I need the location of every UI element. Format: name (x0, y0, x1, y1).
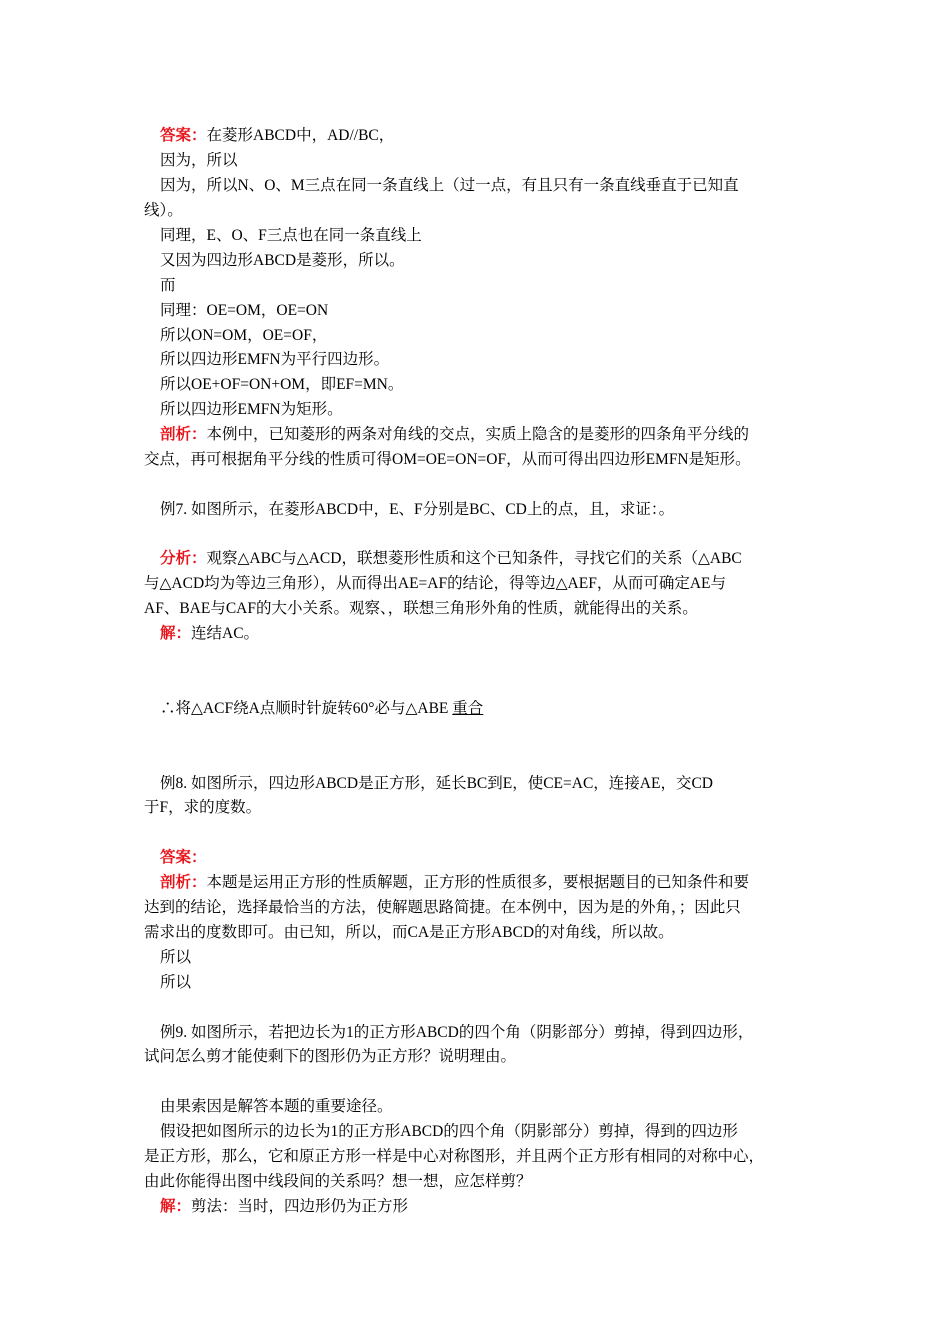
analysis-label: 剖析： (160, 426, 207, 443)
text-line: 所以 (160, 974, 192, 991)
text-line: 所以四边形EMFN为矩形。 (160, 401, 343, 418)
text-line: 交点，再可根据角平分线的性质可得OM=OE=ON=OF，从而可得出四边形EMFN是矩形。 (144, 451, 751, 468)
text-line: 由果索因是解答本题的重要途径。 (160, 1098, 393, 1115)
example-8: 例8. 如图所示，四边形ABCD是正方形，延长BC到E，使CE=AC，连接AE，交CD (160, 775, 713, 792)
text-line: 同理：OE=OM，OE=ON (160, 302, 329, 319)
fenxi-label: 分析： (160, 550, 207, 567)
solution-line (144, 1195, 826, 1220)
analysis-line (144, 871, 826, 896)
text-line: 同理，E、O、F三点也在同一条直线上 (160, 227, 422, 244)
text-line: 试问怎么剪才能使剩下的图形仍为正方形？说明理由。 (144, 1048, 517, 1065)
text-line: 因为，所以N、O、M三点在同一条直线上（过一点，有且只有一条直线垂直于已知直 (160, 177, 739, 194)
text: ∴将△ACF绕A点顺时针旋转60°必与△ABE (160, 700, 453, 717)
text-line: 又因为四边形ABCD是菱形，所以。 (160, 252, 405, 269)
text: 观察△ABC与△ACD，联想菱形性质和这个已知条件，寻找它们的关系（△ABC (206, 550, 742, 567)
text: 连结AC。 (191, 625, 260, 642)
text-line: AF、BAE与CAF的大小关系。观察、，联想三角形外角的性质，就能得出的关系。 (144, 600, 698, 617)
text-line: 所以OE+OF=ON+OM，即EF=MN。 (160, 376, 404, 393)
text-line: 由此你能得出图中线段间的关系吗？想一想，应怎样剪？ (144, 1173, 532, 1190)
text: 剪法：当时，四边形仍为正方形 (191, 1198, 409, 1215)
rotation-line (144, 697, 826, 722)
solution-label: 解： (160, 625, 192, 642)
example-9: 例9. 如图所示，若把边长为1的正方形ABCD的四个角（阴影部分）剪掉，得到四边形， (160, 1024, 754, 1041)
text-line: 与△ACD均为等边三角形），从而得出AE=AF的结论，得等边△AEF，从而可确定AE与 (144, 575, 726, 592)
answer-label: 答案： (160, 127, 207, 144)
solution-label: 解： (160, 1198, 192, 1215)
underlined-text: 重合 (452, 700, 484, 717)
text-line: 达到的结论，选择最恰当的方法，使解题思路简捷。在本例中，因为是的外角，；因此只 (144, 899, 741, 916)
text-line: 所以 (160, 949, 192, 966)
text: 本题是运用正方形的性质解题，正方形的性质很多，要根据题目的已知条件和要 (206, 874, 750, 891)
text-line: 是正方形，那么，它和原正方形一样是中心对称图形，并且两个正方形有相同的对称中心， (144, 1148, 765, 1165)
answer-line (144, 124, 826, 149)
fenxi-line (144, 547, 826, 572)
text-line: 所以ON=OM，OE=OF， (160, 327, 328, 344)
solution-line (144, 622, 826, 647)
analysis-line (144, 423, 826, 448)
text-line: 所以四边形EMFN为平行四边形。 (160, 351, 390, 368)
text-line: 于F，求的度数。 (144, 799, 262, 816)
text-line: 假设把如图所示的边长为1的正方形ABCD的四个角（阴影部分）剪掉，得到的四边形 (160, 1123, 738, 1140)
text: 本例中，已知菱形的两条对角线的交点，实质上隐含的是菱形的四条角平分线的 (206, 426, 750, 443)
answer-line (144, 846, 826, 871)
text-line: 需求出的度数即可。由已知，所以，而CA是正方形ABCD的对角线，所以故。 (144, 924, 674, 941)
analysis-label: 剖析： (160, 874, 207, 891)
text-line: 而 (160, 277, 176, 294)
text-line: 因为，所以 (160, 152, 238, 169)
text-line: 线）。 (144, 202, 183, 219)
answer-label: 答案： (160, 849, 207, 866)
text: 在菱形ABCD中，AD//BC， (206, 127, 395, 144)
example-7: 例7. 如图所示，在菱形ABCD中，E、F分别是BC、CD上的点，且，求证：。 (160, 501, 675, 518)
